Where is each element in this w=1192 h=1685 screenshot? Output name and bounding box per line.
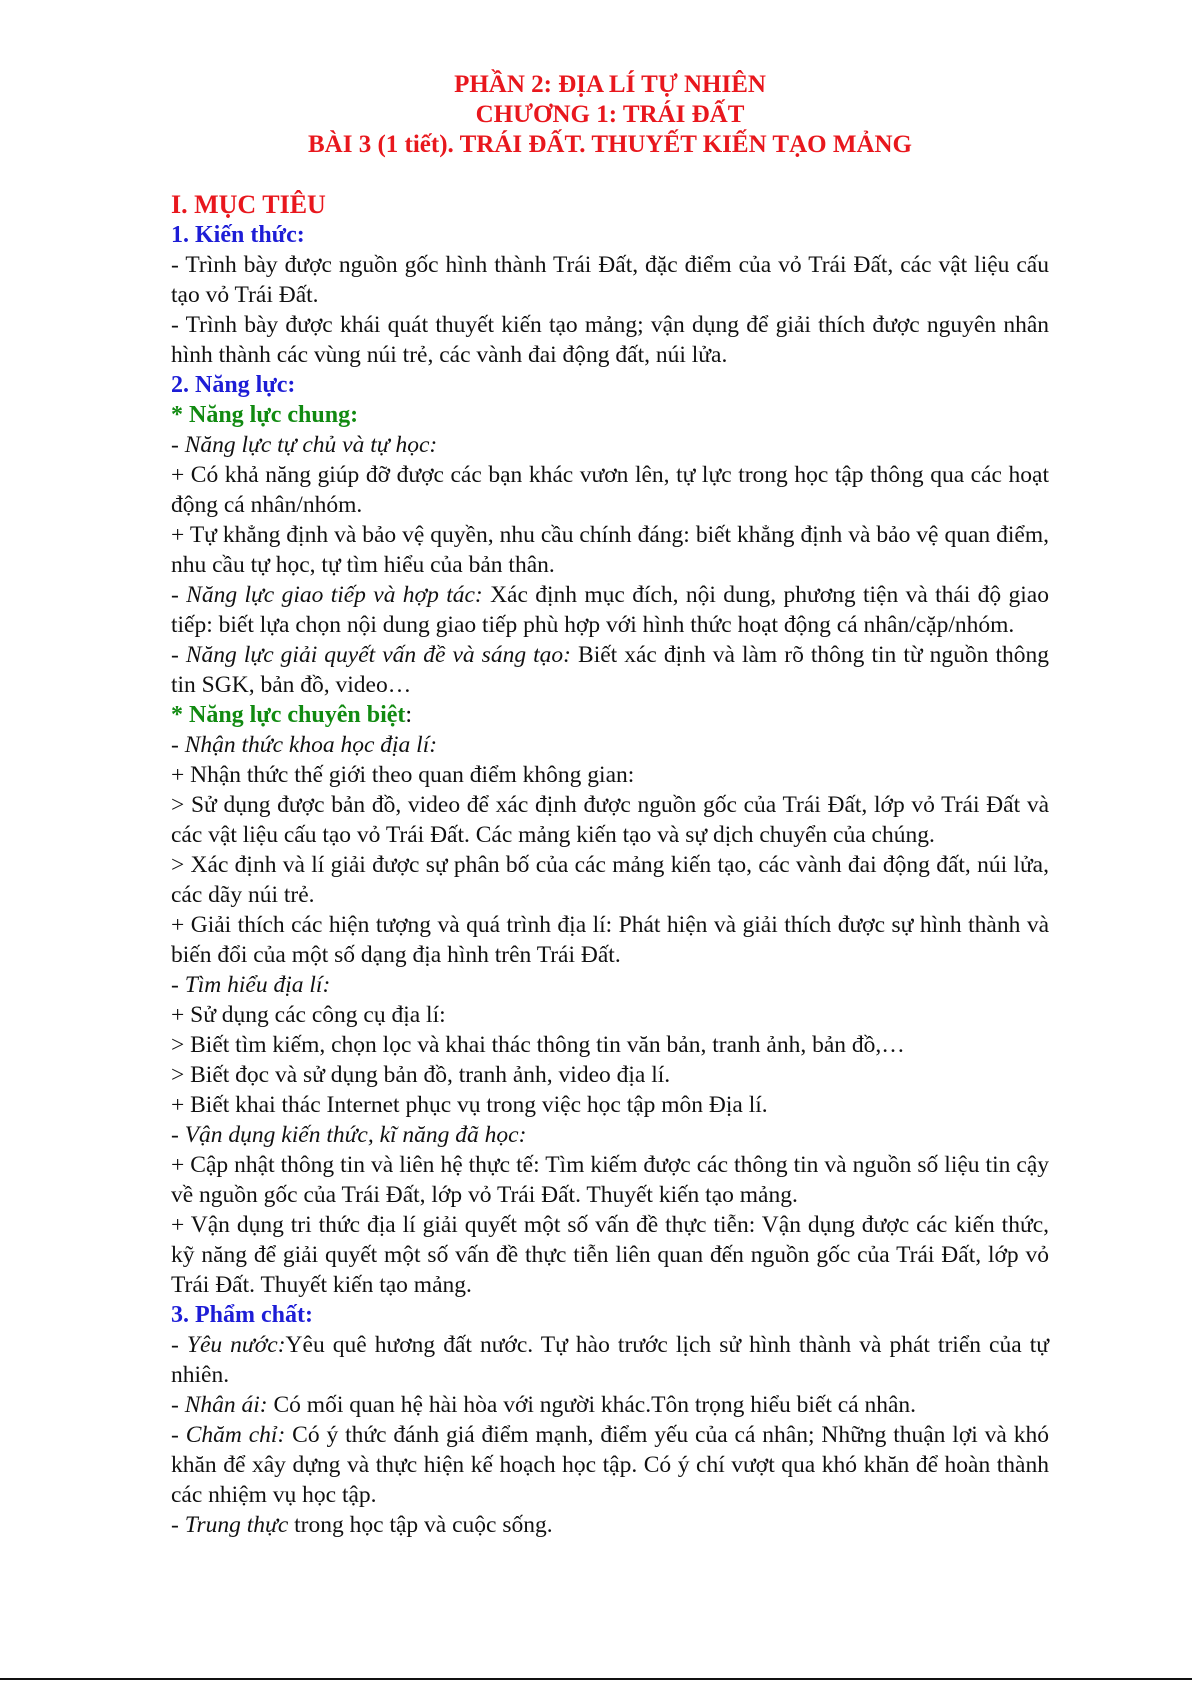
kindness-label: - Nhân ái: xyxy=(171,1392,268,1418)
patriotism-label: - Yêu nước: xyxy=(171,1332,286,1358)
diligence-paragraph xyxy=(171,1420,1049,1510)
kindness-text: Có mối quan hệ hài hòa với người khác.Tôn trọng hiểu biết cá nhân. xyxy=(267,1392,917,1418)
communication-label: - Năng lực giao tiếp và hợp tác: xyxy=(171,582,483,608)
knowledge-item-1: - Trình bày được nguồn gốc hình thành Trái Đất, đặc điểm của vỏ Trái Đất, các vật liệu cấu tạo vỏ Trái Đất. xyxy=(171,252,1049,308)
self-study-item-1: + Có khả năng giúp đỡ được các bạn khác vươn lên, tự lực trong học tập thông qua các hoạt động cá nhân/nhóm. xyxy=(171,462,1049,518)
apply-knowledge-item-1: + Cập nhật thông tin và liên hệ thực tế: Tìm kiếm được các thông tin và nguồn số liệu tin cậy về nguồn gốc của Trái Đất, lớp vỏ Trái Đất. Thuyết kiến tạo mảng. xyxy=(171,1152,1049,1208)
competency-heading: 2. Năng lực: xyxy=(171,372,296,398)
geo-awareness-item-3: > Xác định và lí giải được sự phân bố của các mảng kiến tạo, các vành đai động đất, núi lửa, các dãy núi trẻ. xyxy=(171,852,1049,908)
communication-text: Xác định mục đích, nội dung, phương tiện và thái độ giao tiếp: biết lựa chọn nội dung giao tiếp phù hợp với hình thức hoạt động cá nhân/cặp/nhóm. xyxy=(171,582,1049,638)
honesty-text: trong học tập và cuộc sống. xyxy=(288,1512,553,1538)
honesty-paragraph xyxy=(171,1510,1049,1540)
problem-solving-text: Biết xác định và làm rõ thông tin từ nguồn thông tin SGK, bản đồ, video… xyxy=(171,642,1049,698)
geo-awareness-label: - Nhận thức khoa học địa lí: xyxy=(171,732,438,758)
document-header xyxy=(171,70,1049,160)
self-study-label-line xyxy=(171,430,1049,460)
apply-knowledge-item-2: + Vận dụng tri thức địa lí giải quyết một số vấn đề thực tiễn: Vận dụng được các kiến thức, kỹ năng để giải quyết một số vấn đề thực tiễn liên quan đến nguồn gốc của Trái Đất, lớp vỏ Trái Đất. Thuyết kiến tạo mảng. xyxy=(171,1212,1049,1298)
specific-competency-heading xyxy=(171,700,1049,730)
problem-solving-label: - Năng lực giải quyết vấn đề và sáng tạo: xyxy=(171,642,571,668)
diligence-text: Có ý thức đánh giá điểm mạnh, điểm yếu của cá nhân; Những thuận lợi và khó khăn để xây dựng và thực hiện kế hoạch học tập. Có ý chí vượt qua khó khăn để hoàn thành các nhiệm vụ học tập. xyxy=(171,1422,1049,1508)
header-gap xyxy=(171,160,1049,190)
document-page xyxy=(171,70,1049,1540)
self-study-item-2: + Tự khẳng định và bảo vệ quyền, nhu cầu chính đáng: biết khẳng định và bảo vệ quan điểm, nhu cầu tự học, tự tìm hiểu của bản thân. xyxy=(171,522,1049,578)
problem-solving-paragraph xyxy=(171,640,1049,700)
part-title: PHẦN 2: ĐỊA LÍ TỰ NHIÊN xyxy=(454,71,766,98)
lesson-title: BÀI 3 (1 tiết). TRÁI ĐẤT. THUYẾT KIẾN TẠO MẢNG xyxy=(308,131,912,158)
geo-awareness-item-4: + Giải thích các hiện tượng và quá trình địa lí: Phát hiện và giải thích được sự hình thành và biến đổi của một số dạng địa hình trên Trái Đất. xyxy=(171,912,1049,968)
specific-competency-label: * Năng lực chuyên biệt xyxy=(171,702,406,728)
apply-knowledge-label-line xyxy=(171,1120,1049,1150)
apply-knowledge-label: - Vận dụng kiến thức, kĩ năng đã học: xyxy=(171,1122,527,1148)
geo-awareness-item-1: + Nhận thức thế giới theo quan điểm không gian: xyxy=(171,762,635,788)
chapter-title: CHƯƠNG 1: TRÁI ĐẤT xyxy=(475,101,745,128)
geo-inquiry-item-2: > Biết tìm kiếm, chọn lọc và khai thác thông tin văn bản, tranh ảnh, bản đồ,… xyxy=(171,1032,905,1058)
patriotism-text: Yêu quê hương đất nước. Tự hào trước lịch sử hình thành và phát triển của tự nhiên. xyxy=(171,1332,1049,1388)
self-study-label: - Năng lực tự chủ và tự học: xyxy=(171,432,438,458)
qualities-heading: 3. Phẩm chất: xyxy=(171,1302,313,1328)
patriotism-paragraph xyxy=(171,1330,1049,1390)
knowledge-item-2: - Trình bày được khái quát thuyết kiến tạo mảng; vận dụng để giải thích được nguyên nhân hình thành các vùng núi trẻ, các vành đai động đất, núi lửa. xyxy=(171,312,1049,368)
communication-paragraph xyxy=(171,580,1049,640)
knowledge-heading: 1. Kiến thức: xyxy=(171,222,305,248)
honesty-label: - Trung thực xyxy=(171,1512,289,1538)
kindness-paragraph xyxy=(171,1390,1049,1420)
geo-inquiry-item-3: > Biết đọc và sử dụng bản đồ, tranh ảnh, video địa lí. xyxy=(171,1062,671,1088)
general-competency-heading: * Năng lực chung: xyxy=(171,402,359,428)
geo-inquiry-item-4: + Biết khai thác Internet phục vụ trong việc học tập môn Địa lí. xyxy=(171,1092,768,1118)
geo-inquiry-label-line xyxy=(171,970,1049,1000)
geo-awareness-label-line xyxy=(171,730,1049,760)
geo-inquiry-item-1: + Sử dụng các công cụ địa lí: xyxy=(171,1002,446,1028)
specific-competency-colon: : xyxy=(405,702,413,728)
diligence-label: - Chăm chỉ: xyxy=(171,1422,286,1448)
section-objectives-title: I. MỤC TIÊU xyxy=(171,190,326,219)
page-bottom-border xyxy=(0,1678,1192,1680)
geo-inquiry-label: - Tìm hiểu địa lí: xyxy=(171,972,331,998)
geo-awareness-item-2: > Sử dụng được bản đồ, video để xác định được nguồn gốc của Trái Đất, lớp vỏ Trái Đất và các vật liệu cấu tạo vỏ Trái Đất. Các mảng kiến tạo và sự dịch chuyển của chúng. xyxy=(171,792,1049,848)
